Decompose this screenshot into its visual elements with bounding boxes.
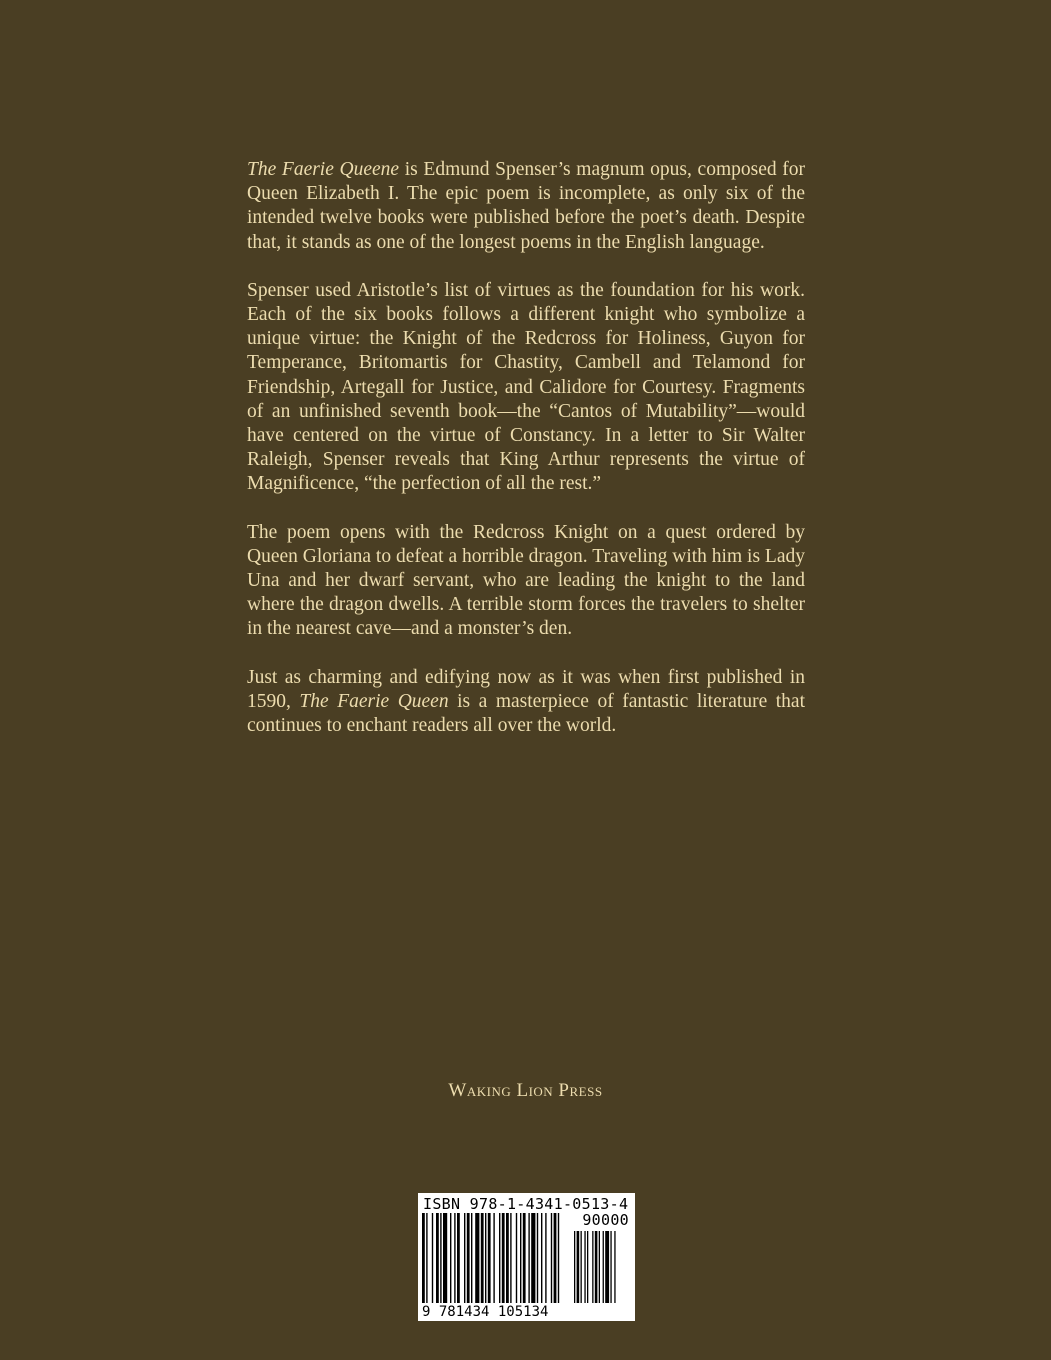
barcode-bar bbox=[457, 1213, 460, 1303]
addon-bar bbox=[587, 1231, 588, 1303]
isbn-label: ISBN 978-1-4341-0513-4 bbox=[423, 1195, 629, 1213]
addon-bar bbox=[581, 1231, 582, 1303]
barcode-bar bbox=[464, 1213, 465, 1303]
ean-digits: 9 781434 105134 bbox=[422, 1304, 549, 1320]
barcode-bar bbox=[443, 1213, 447, 1303]
barcode-bar bbox=[523, 1213, 526, 1303]
book-title-italic: The Faerie Queene bbox=[247, 159, 400, 180]
publisher-name: Waking Lion Press bbox=[448, 1080, 603, 1101]
barcode-bar bbox=[531, 1213, 535, 1303]
barcode-bar bbox=[551, 1213, 552, 1303]
barcode-bar bbox=[558, 1213, 559, 1303]
barcode-bar bbox=[426, 1213, 427, 1303]
barcode-bar bbox=[432, 1213, 433, 1303]
barcode-bar bbox=[493, 1213, 494, 1303]
price-code: 90000 bbox=[582, 1211, 629, 1229]
blurb-paragraph-3: The poem opens with the Redcross Knight on a quest ordered by Queen Gloriana to defeat a horrible dragon. Traveling with him is Lady Una and her dwarf servant, who are leading the knight to the land where the dragon dwells. A terrible storm forces the travelers to shelter in the nearest cave—and a monster’s den. bbox=[247, 521, 805, 640]
addon-bar bbox=[603, 1231, 604, 1303]
addon-bar bbox=[610, 1231, 611, 1303]
barcode-bar bbox=[502, 1213, 505, 1303]
barcode-bar bbox=[471, 1213, 472, 1303]
addon-bar bbox=[577, 1231, 580, 1303]
addon-bar bbox=[614, 1231, 615, 1303]
blurb-paragraph-1-text: is Edmund Spenser’s magnum opus, composed for Queen Elizabeth I. The epic poem is incomplete, as only six of the intended twelve books were published before the poet’s death. Despite that, it stands as one of the longest poems in the English language. bbox=[247, 159, 805, 253]
barcode-bar bbox=[475, 1213, 479, 1303]
barcode-bar bbox=[422, 1213, 425, 1303]
blurb-paragraph-4-start: Just as charming and edifying now as it was when first published in 1590, bbox=[247, 666, 805, 712]
addon-bar bbox=[605, 1231, 609, 1303]
addon-bar bbox=[595, 1231, 598, 1303]
barcode-bar bbox=[541, 1213, 542, 1303]
barcode-bar bbox=[516, 1213, 517, 1303]
barcode-bar bbox=[528, 1213, 529, 1303]
barcode-bars bbox=[422, 1213, 631, 1303]
back-cover-blurb bbox=[247, 158, 805, 762]
addon-bar bbox=[584, 1231, 585, 1303]
blurb-paragraph-1 bbox=[247, 158, 805, 255]
addon-bar bbox=[592, 1231, 593, 1303]
isbn-barcode bbox=[418, 1193, 635, 1321]
barcode-bar bbox=[499, 1213, 500, 1303]
barcode-bar bbox=[506, 1213, 509, 1303]
barcode-bar bbox=[537, 1213, 538, 1303]
barcode-bar bbox=[481, 1213, 484, 1303]
barcode-bar bbox=[467, 1213, 470, 1303]
barcode-bar bbox=[454, 1213, 455, 1303]
blurb-paragraph-4 bbox=[247, 666, 805, 739]
book-title-italic-2: The Faerie Queen bbox=[299, 690, 449, 712]
barcode-bar bbox=[554, 1213, 557, 1303]
barcode-bar bbox=[488, 1213, 491, 1303]
barcode-bar bbox=[545, 1213, 546, 1303]
barcode-bar bbox=[436, 1213, 439, 1303]
barcode-bar bbox=[510, 1213, 511, 1303]
barcode-bar bbox=[485, 1213, 486, 1303]
barcode-bar bbox=[520, 1213, 521, 1303]
addon-bar bbox=[574, 1231, 575, 1303]
barcode-bar bbox=[450, 1213, 451, 1303]
addon-bar bbox=[599, 1231, 600, 1303]
blurb-paragraph-4-end: is a masterpiece of fantastic literature that continues to enchant readers all over the world. bbox=[247, 690, 805, 737]
blurb-paragraph-2: Spenser used Aristotle’s list of virtues as the foundation for his work. Each of the six books follows a different knight who symbolize a unique virtue: the Knight of the Redcross for Holiness, Guyon for Temperance, Britomartis for Chastity, Cambell and Telamond for Friendship, Artegall for Justice, and Calidore for Courtesy. Fragments of an unfinished seventh book—the “Cantos of Mutability”—would have centered on the virtue of Constancy. In a letter to Sir Walter Raleigh, Spenser reveals that King Arthur represents the virtue of Magnificence, “the perfection of all the rest.” bbox=[247, 279, 805, 495]
barcode-bar bbox=[440, 1213, 441, 1303]
